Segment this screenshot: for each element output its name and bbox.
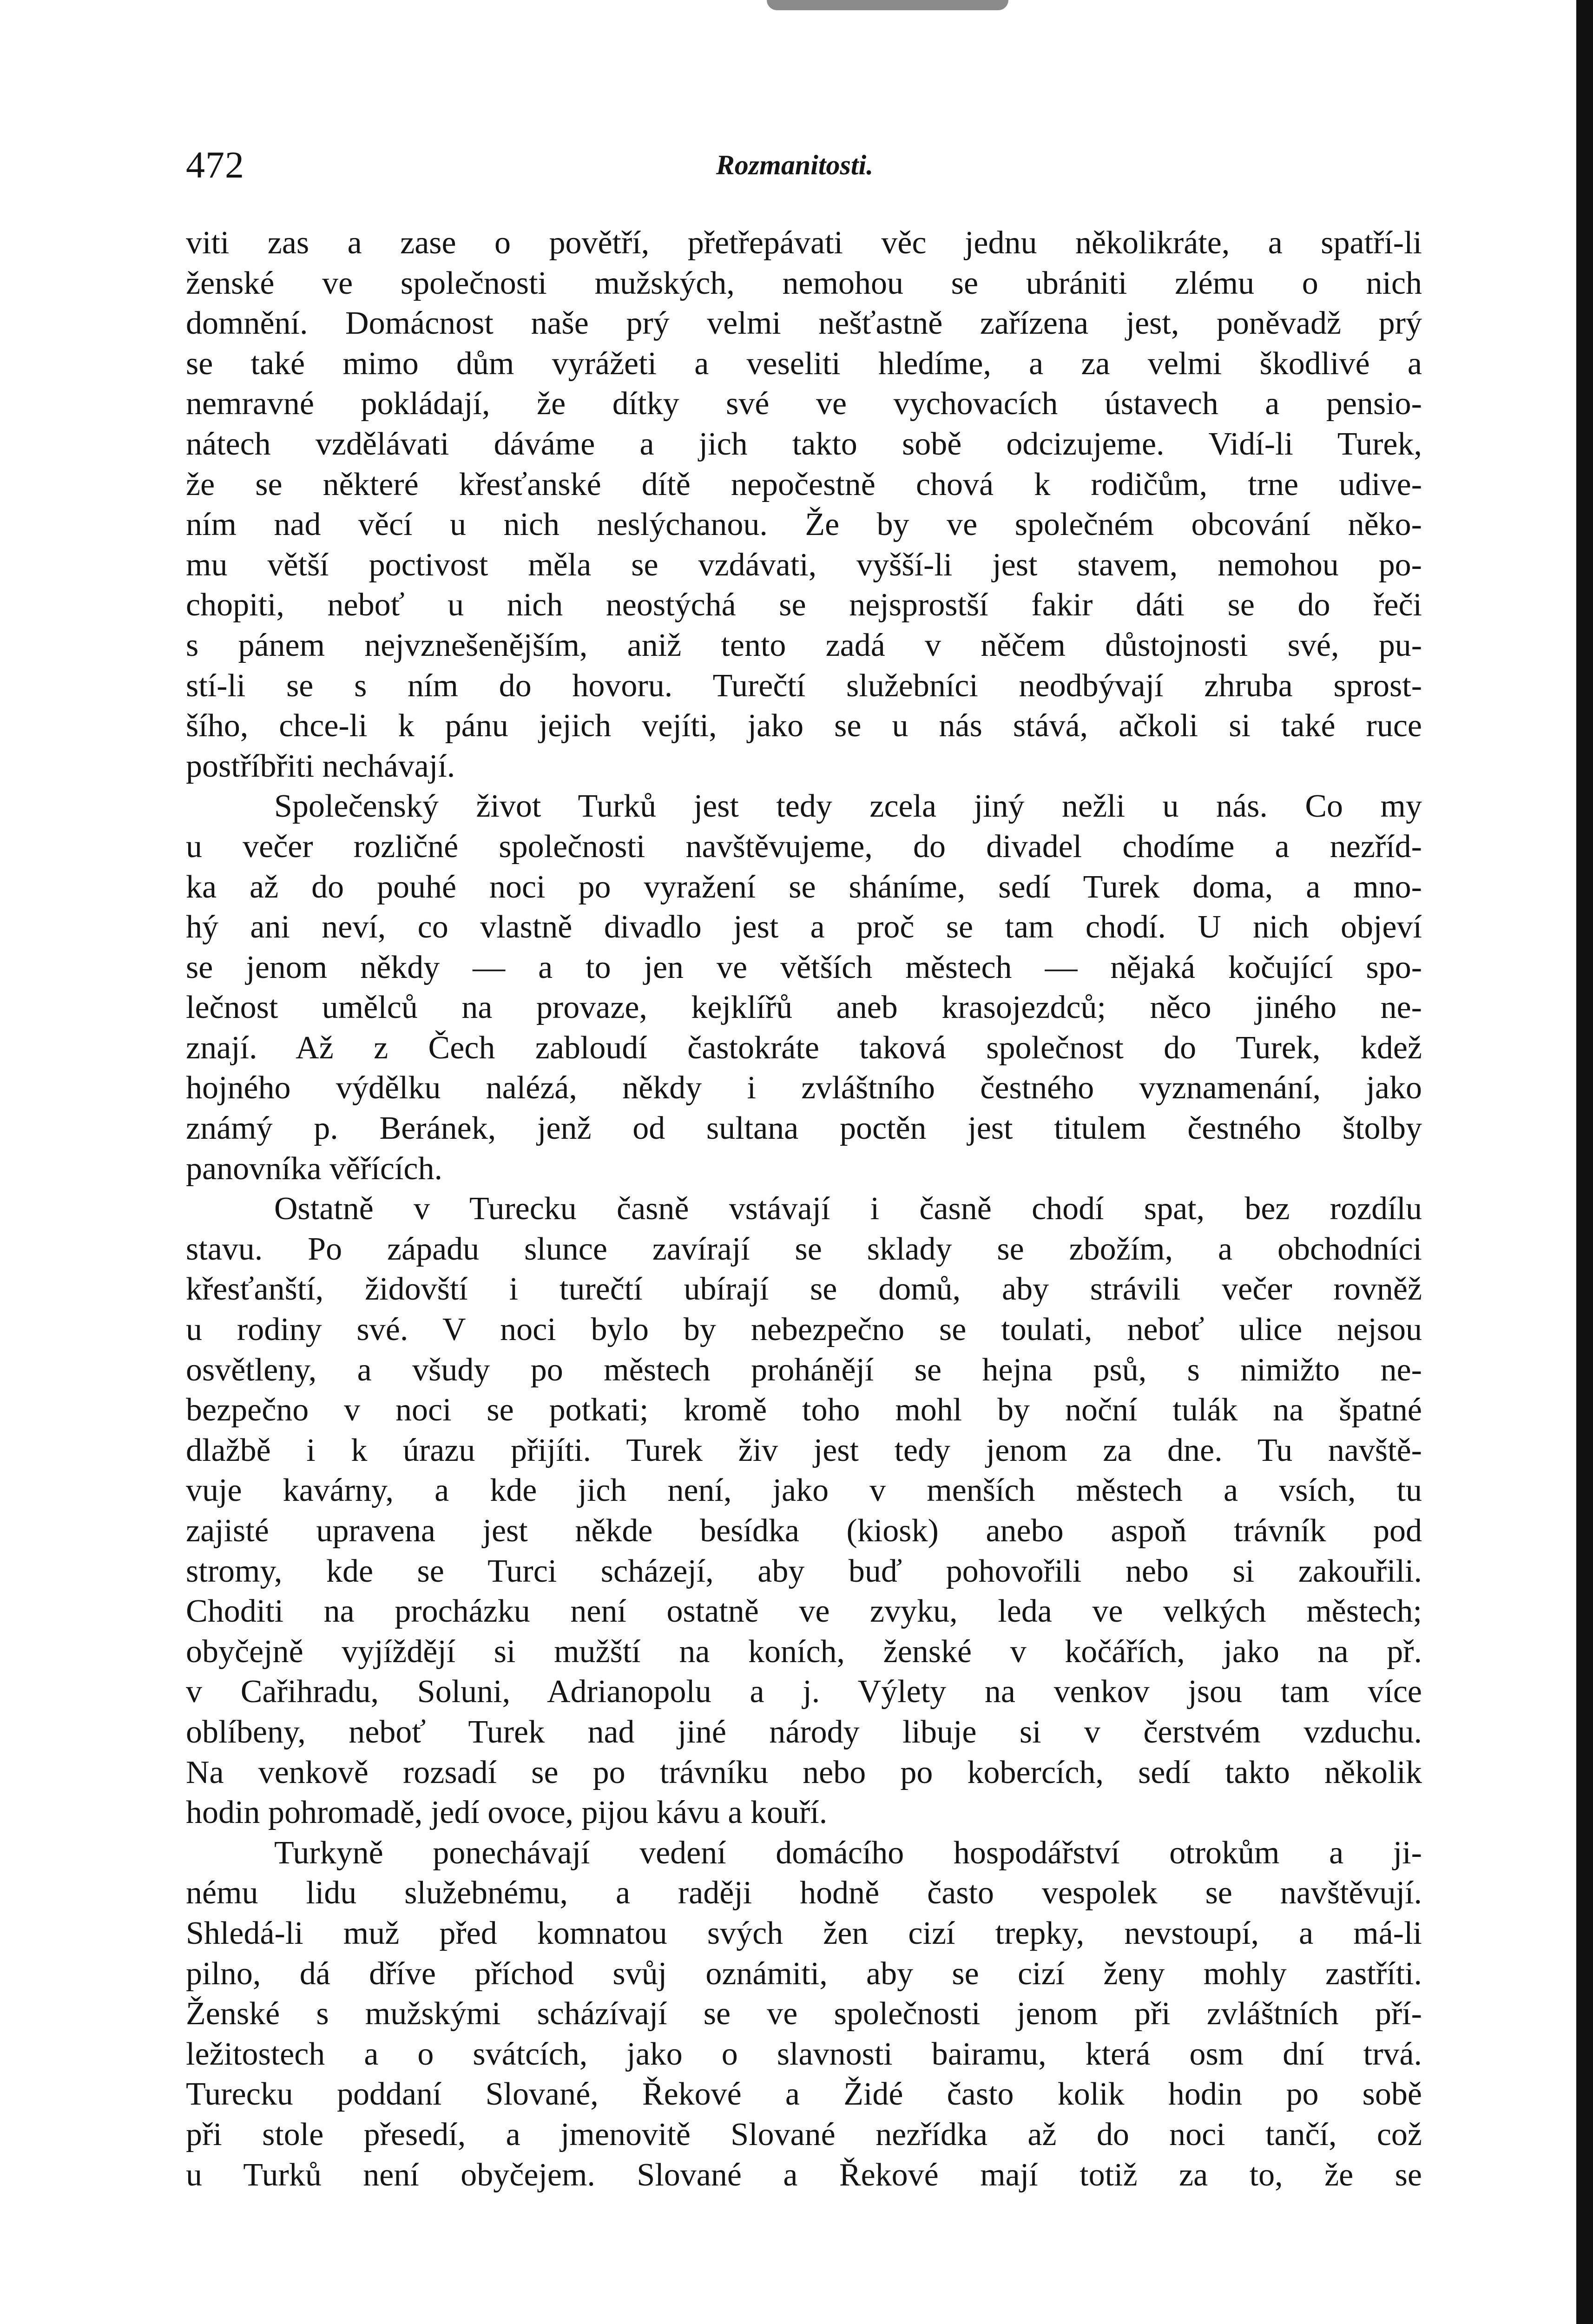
text-line: nému lidu služebnému, a raději hodně často vespolek se navštěvují. bbox=[186, 1875, 1422, 1911]
text-line: při stole přesedí, a jmenovitě Slované nezřídka až do noci tančí, což bbox=[186, 2116, 1422, 2152]
page-number: 472 bbox=[186, 144, 244, 186]
text-line: obyčejně vyjíždějí si mužští na koních, ženské v kočářích, jako na př. bbox=[186, 1633, 1422, 1670]
text-line: domnění. Domácnost naše prý velmi nešťastně zařízena jest, poněvadž prý bbox=[186, 305, 1422, 342]
text-line: Ostatně v Turecku časně vstávají i časně chodí spat, bez rozdílu bbox=[274, 1191, 1422, 1227]
text-line: oblíbeny, neboť Turek nad jiné národy libuje si v čerstvém vzduchu. bbox=[186, 1714, 1422, 1750]
text-line: lečnost umělců na provaze, kejklířů aneb krasojezdců; něco jiného ne- bbox=[186, 990, 1422, 1026]
text-line: s pánem nejvznešenějším, aniž tento zadá v něčem důstojnosti své, pu- bbox=[186, 627, 1422, 663]
text-line: nemravné pokládají, že dítky své ve vychovacích ústavech a pensio- bbox=[186, 386, 1422, 422]
text-line: šího, chce-li k pánu jejich vejíti, jako se u nás stává, ačkoli si také ruce bbox=[186, 708, 1422, 744]
text-line: dlažbě i k úrazu přijíti. Turek živ jest tedy jenom za dne. Tu navště- bbox=[186, 1432, 1422, 1468]
text-line: Shledá-li muž před komnatou svých žen cizí trepky, nevstoupí, a má-li bbox=[186, 1915, 1422, 1951]
text-line: pilno, dá dříve příchod svůj oznámiti, aby se cizí ženy mohly zastříti. bbox=[186, 1955, 1422, 1992]
text-line: stavu. Po západu slunce zavírají se sklady se zbožím, a obchodníci bbox=[186, 1231, 1422, 1267]
text-line: vuje kavárny, a kde jich není, jako v menších městech a vsích, tu bbox=[186, 1472, 1422, 1509]
text-line: ka až do pouhé noci po vyražení se sháníme, sedí Turek doma, a mno- bbox=[186, 869, 1422, 905]
text-line: Společenský život Turků jest tedy zcela jiný nežli u nás. Co my bbox=[274, 788, 1422, 825]
text-line: panovníka věřících. bbox=[186, 1150, 443, 1187]
text-line: v Cařihradu, Soluni, Adrianopolu a j. Výlety na venkov jsou tam více bbox=[186, 1674, 1422, 1710]
text-line: nátech vzdělávati dáváme a jich takto sobě odcizujeme. Vidí-li Turek, bbox=[186, 426, 1422, 462]
text-line: ním nad věcí u nich neslýchanou. Že by ve společném obcování něko- bbox=[186, 507, 1422, 543]
text-line: znají. Až z Čech zabloudí častokráte taková společnost do Turek, kdež bbox=[186, 1030, 1422, 1066]
text-line: křesťanští, židovští i turečtí ubírají se domů, aby strávili večer rovněž bbox=[186, 1271, 1422, 1307]
text-line: Choditi na procházku není ostatně ve zvyku, leda ve velkých městech; bbox=[186, 1593, 1422, 1630]
text-line: Ženské s mužskými scházívají se ve společnosti jenom při zvláštních pří- bbox=[186, 1996, 1422, 2032]
text-line: osvětleny, a všudy po městech prohánějí se hejna psů, s nimižto ne- bbox=[186, 1352, 1422, 1388]
text-line: mu větší poctivost měla se vzdávati, vyšší-li jest stavem, nemohou po- bbox=[186, 547, 1422, 583]
text-line: u Turků není obyčejem. Slované a Řekové mají totiž za to, že se bbox=[186, 2157, 1422, 2193]
text-line: stromy, kde se Turci scházejí, aby buď pohovořili nebo si zakouřili. bbox=[186, 1553, 1422, 1589]
text-line: u rodiny své. V noci bylo by nebezpečno se toulati, neboť ulice nejsou bbox=[186, 1312, 1422, 1348]
text-line: Turkyně ponechávají vedení domácího hospodářství otrokům a ji- bbox=[274, 1835, 1422, 1871]
scan-edge-shadow bbox=[1576, 0, 1593, 2324]
text-line: stí-li se s ním do hovoru. Turečtí služebníci neodbývají zhruba sprost- bbox=[186, 667, 1422, 704]
running-title: Rozmanitosti. bbox=[716, 150, 874, 180]
text-line: hodin pohromadě, jedí ovoce, pijou kávu a kouří. bbox=[186, 1795, 828, 1831]
text-line: Turecku poddaní Slované, Řekové a Židé často kolik hodin po sobě bbox=[186, 2076, 1422, 2113]
text-line: ženské ve společnosti mužských, nemohou se ubrániti zlému o nich bbox=[186, 265, 1422, 301]
text-line: Na venkově rozsadí se po trávníku nebo po kobercích, sedí takto několik bbox=[186, 1754, 1422, 1790]
text-line: postříbřiti nechávají. bbox=[186, 748, 455, 784]
text-line: se také mimo dům vyrážeti a veseliti hledíme, a za velmi škodlivé a bbox=[186, 345, 1422, 382]
text-line: se jenom někdy — a to jen ve větších městech — nějaká kočující spo- bbox=[186, 949, 1422, 985]
body-text bbox=[186, 223, 1422, 2195]
text-line: u večer rozličné společnosti navštěvujeme, do divadel chodíme a nezříd- bbox=[186, 828, 1422, 865]
text-line: hojného výdělku nalézá, někdy i zvláštního čestného vyznamenání, jako bbox=[186, 1070, 1422, 1106]
page-header bbox=[186, 139, 1403, 191]
text-line: známý p. Beránek, jenž od sultana poctěn jest titulem čestného štolby bbox=[186, 1110, 1422, 1147]
text-line: že se některé křesťanské dítě nepočestně chová k rodičům, trne udive- bbox=[186, 466, 1422, 502]
text-line: chopiti, neboť u nich neostýchá se nejsprostší fakir dáti se do řeči bbox=[186, 587, 1422, 623]
scan-edge-smudge bbox=[767, 0, 1008, 10]
text-line: viti zas a zase o povětří, přetřepávati věc jednu několikráte, a spatří-li bbox=[186, 225, 1422, 261]
text-line: ležitostech a o svátcích, jako o slavnosti bairamu, která osm dní trvá. bbox=[186, 2036, 1422, 2072]
text-line: zajisté upravena jest někde besídka (kiosk) anebo aspoň trávník pod bbox=[186, 1513, 1422, 1549]
text-line: hý ani neví, co vlastně divadlo jest a proč se tam chodí. U nich objeví bbox=[186, 909, 1422, 945]
text-line: bezpečno v noci se potkati; kromě toho mohl by noční tulák na špatné bbox=[186, 1392, 1422, 1428]
